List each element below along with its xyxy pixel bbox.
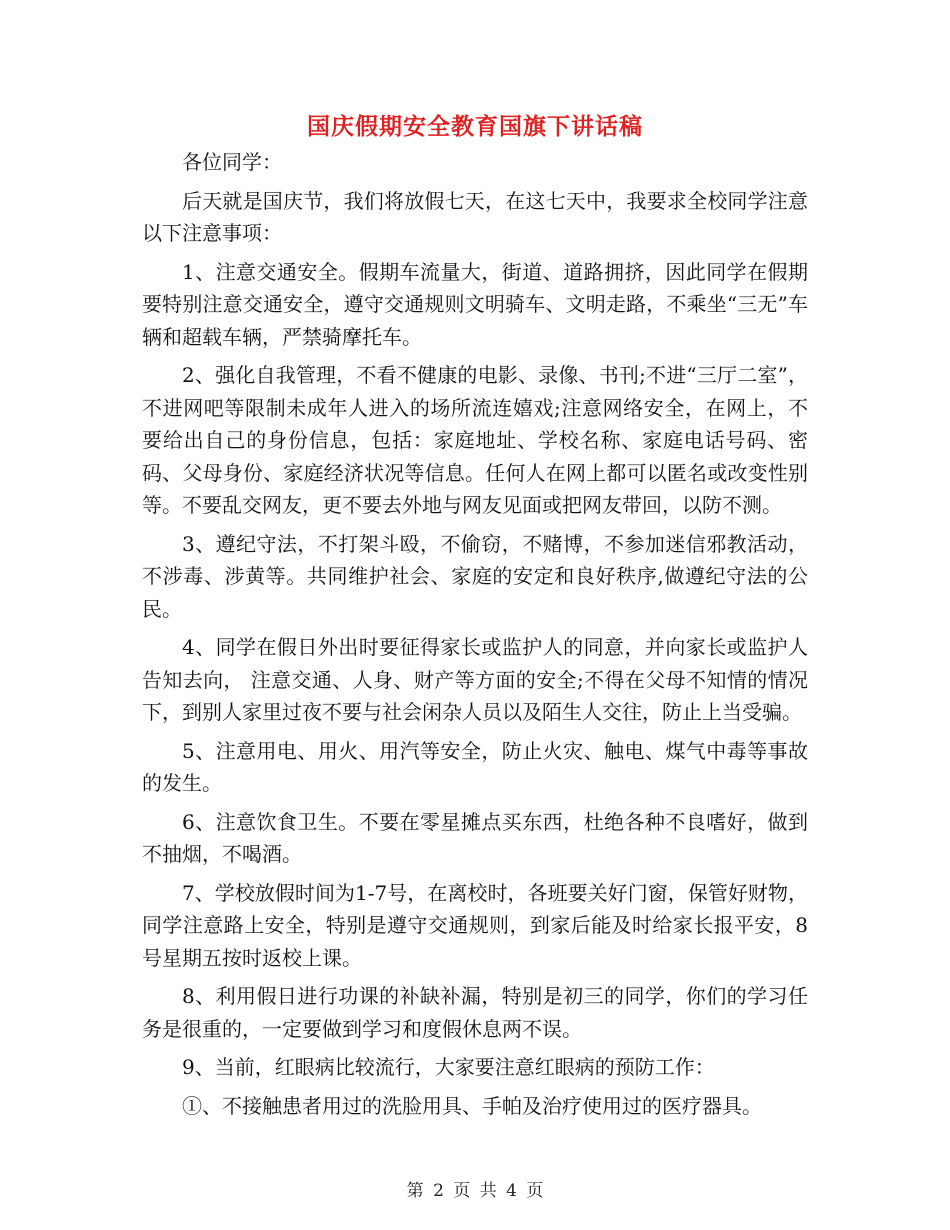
paragraph-item-7: 7、学校放假时间为1-7号，在离校时，各班要关好门窗，保管好财物，同学注意路上安全，特别是遵守交通规则，到家后能及时给家长报平安，8号星期五按时返校上课。 xyxy=(142,880,808,970)
paragraph-item-6: 6、注意饮食卫生。不要在零星摊点买东西，杜绝各种不良嗜好，做到不抽烟，不喝酒。 xyxy=(142,809,808,866)
document-title: 国庆假期安全教育国旗下讲话稿 xyxy=(307,113,643,140)
paragraph-item-8: 8、利用假日进行功课的补缺补漏，特别是初三的同学，你们的学习任务是很重的，一定要做到学习和度假休息两不误。 xyxy=(142,984,808,1041)
paragraph-greeting: 各位同学： xyxy=(182,150,282,174)
paragraph-item-2: 2、强化自我管理，不看不健康的电影、录像、书刊;不进“三厅二室”，不进网吧等限制未成年人进入的场所流连嬉戏;注意网络安全，在网上，不要给出自己的身份信息，包括：家庭地址、学校名称、家庭电话号码、密码、父母身份、家庭经济状况等信息。任何人在网上都可以匿名或改变性别等。不要乱交网友，更不要去外地与网友见面或把网友带回，以防不测。 xyxy=(142,363,808,517)
paragraph-intro: 后天就是国庆节，我们将放假七天，在这七天中，我要求全校同学注意以下注意事项： xyxy=(142,188,808,245)
page-footer: 第 2 页 共 4 页 xyxy=(406,1181,544,1201)
document-body xyxy=(142,146,808,1128)
paragraph-item-1: 1、注意交通安全。假期车流量大，街道、道路拥挤，因此同学在假期要特别注意交通安全，遵守交通规则文明骑车、文明走路，不乘坐“三无”车辆和超载车辆，严禁骑摩托车。 xyxy=(142,259,808,349)
paragraph-item-3: 3、遵纪守法，不打架斗殴，不偷窃，不赌博，不参加迷信邪教活动，不涉毒、涉黄等。共同维护社会、家庭的安定和良好秩序,做遵纪守法的公民。 xyxy=(142,531,808,621)
paragraph-item-4: 4、同学在假日外出时要征得家长或监护人的同意，并向家长或监护人告知去向， 注意交通、人身、财产等方面的安全;不得在父母不知情的情况下，到别人家里过夜不要与社会闲杂人员以及陌生人交往，防止上当受骗。 xyxy=(142,635,808,724)
paragraph-subitem-1: ①、不接触患者用过的洗脸用具、手帕及治疗使用过的医疗器具。 xyxy=(182,1093,762,1118)
paragraph-item-9: 9、当前，红眼病比较流行，大家要注意红眼病的预防工作： xyxy=(182,1055,715,1079)
paragraph-item-5: 5、注意用电、用火、用汽等安全，防止火灾、触电、煤气中毒等事故的发生。 xyxy=(142,738,808,795)
